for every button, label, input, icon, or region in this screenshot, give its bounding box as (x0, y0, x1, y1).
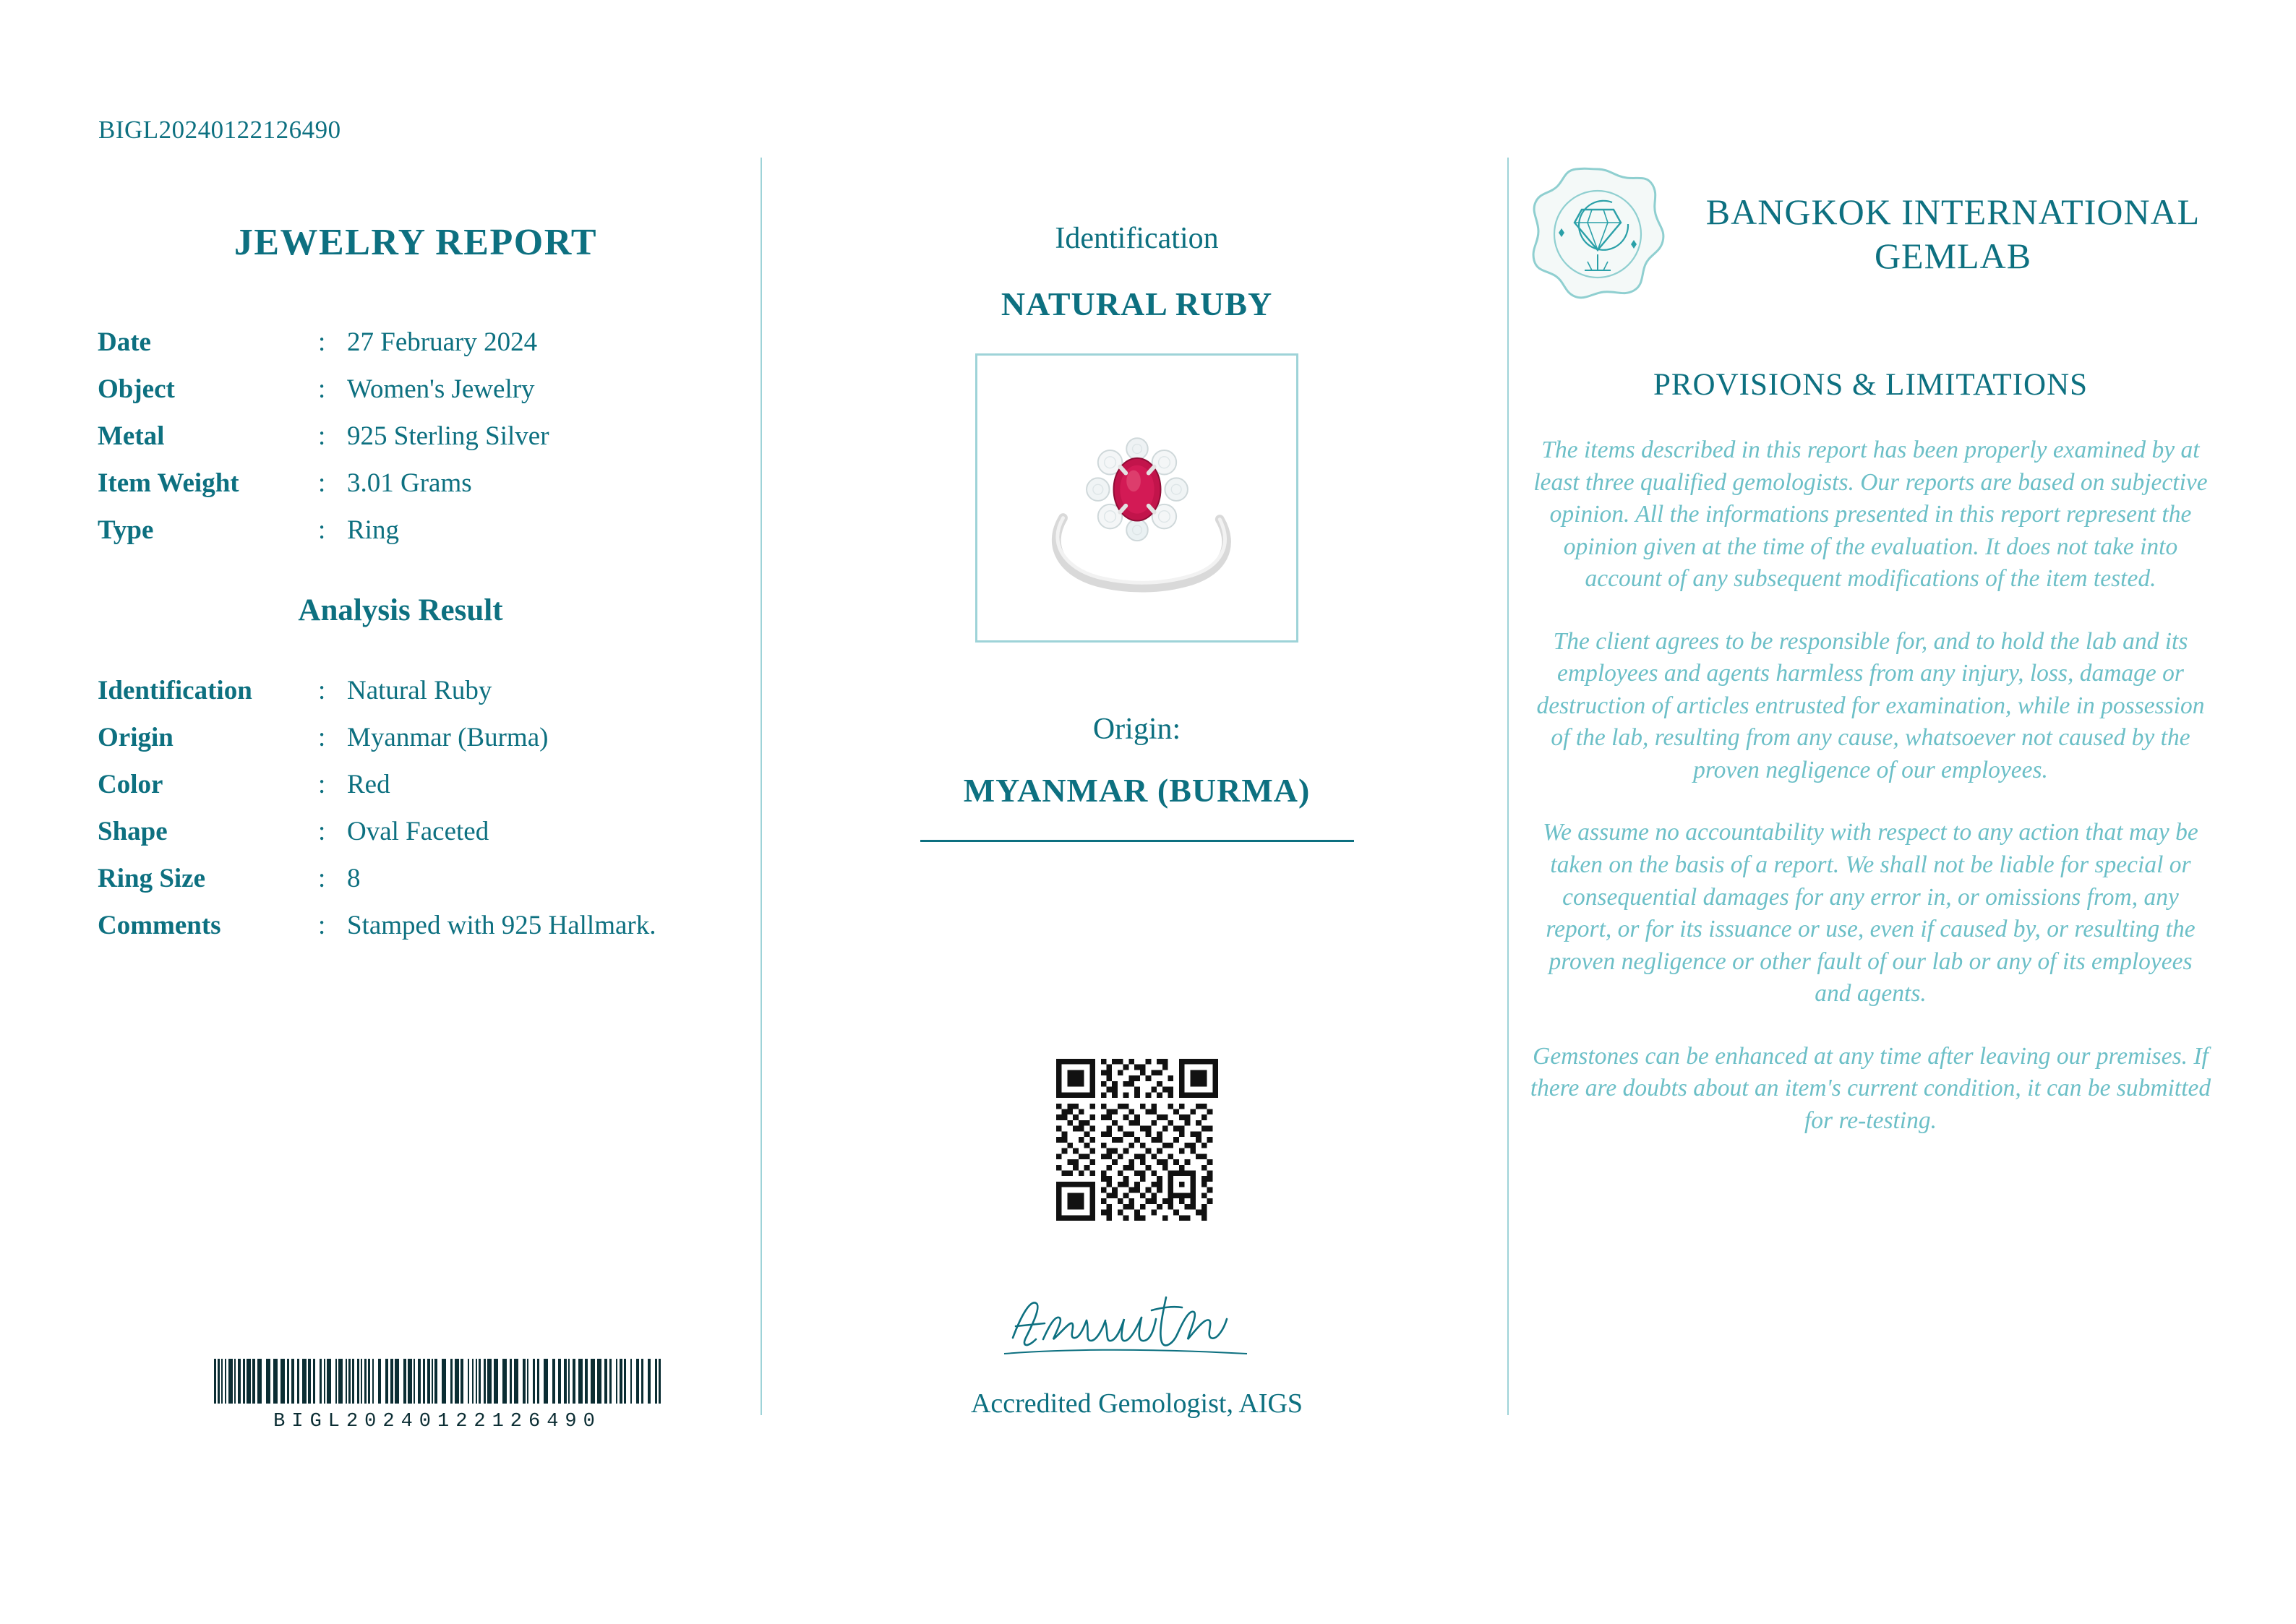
brand-header (1525, 162, 2216, 306)
barcode-block (206, 1359, 669, 1432)
gemlab-logo-icon (1525, 162, 1670, 306)
detail-key: Date (98, 327, 151, 357)
detail-colon: : (318, 515, 326, 545)
signature-block (935, 1281, 1340, 1419)
detail-value: Women's Jewelry (347, 374, 535, 404)
detail-value: 27 February 2024 (347, 327, 538, 357)
qr-code[interactable] (1056, 1059, 1218, 1221)
table-row (80, 714, 752, 761)
brand-name: BANGKOK INTERNATIONAL GEMLAB (1705, 192, 2201, 276)
analysis-colon: : (318, 911, 326, 940)
detail-value: 3.01 Grams (347, 468, 472, 498)
left-column (80, 158, 752, 949)
analysis-value: Natural Ruby (347, 676, 492, 705)
identification-value: NATURAL RUBY (1001, 285, 1273, 322)
detail-value: Ring (347, 515, 399, 545)
detail-key: Item Weight (98, 468, 239, 498)
gem-photo-frame (975, 353, 1298, 643)
detail-key: Object (98, 374, 175, 404)
table-row (80, 667, 752, 714)
detail-colon: : (318, 421, 326, 451)
page-title: JEWELRY REPORT (234, 222, 598, 263)
analysis-key: Comments (98, 911, 221, 940)
analysis-colon: : (318, 676, 326, 705)
right-column (1525, 158, 2216, 1137)
provisions-paragraph: We assume no accountability with respect to any action that may be taken on the basis of a report. We shall not be liable for special or consequential damages for any error in, or omissions from, any report, or for its issuance or use, even if caused by, or resulting the proven negligence or other fault of our lab or any of its employees and agents. (1543, 819, 2198, 1008)
column-divider-right (1507, 158, 1509, 1415)
qr-code-image (1056, 1059, 1218, 1221)
barcode-image (206, 1359, 669, 1404)
analysis-colon: : (318, 864, 326, 893)
analysis-value: Stamped with 925 Hallmark. (347, 911, 656, 940)
signature-image (935, 1281, 1340, 1368)
analysis-key: Ring Size (98, 864, 206, 893)
table-row (80, 902, 752, 949)
analysis-value: Red (347, 770, 390, 799)
origin-label: Origin: (1092, 713, 1181, 746)
table-row (80, 413, 752, 460)
table-row (80, 761, 752, 808)
table-row (80, 460, 752, 507)
detail-colon: : (318, 468, 326, 498)
analysis-result-table (80, 667, 752, 949)
barcode-text: BIGL20240122126490 (273, 1411, 601, 1432)
detail-colon: : (318, 327, 326, 357)
analysis-colon: : (318, 817, 326, 846)
origin-value: MYANMAR (BURMA) (963, 772, 1311, 809)
analysis-key: Shape (98, 817, 168, 846)
detail-key: Metal (98, 421, 165, 451)
detail-value: 925 Sterling Silver (347, 421, 549, 451)
analysis-value: Myanmar (Burma) (347, 723, 549, 752)
identification-label: Identification (1055, 222, 1219, 255)
table-row (80, 855, 752, 902)
analysis-key: Identification (98, 676, 252, 705)
table-row (80, 366, 752, 413)
origin-rule (920, 840, 1354, 842)
report-number: BIGL20240122126490 (98, 116, 341, 144)
analysis-colon: : (318, 723, 326, 752)
analysis-result-title: Analysis Result (298, 593, 503, 627)
column-divider-left (761, 158, 762, 1415)
analysis-key: Color (98, 770, 163, 799)
provisions-paragraph: Gemstones can be enhanced at any time after leaving our premises. If there are doubts about an item's current condition, it can be submitted for re-testing. (1530, 1042, 2211, 1134)
table-row (80, 507, 752, 554)
analysis-value: Oval Faceted (347, 817, 489, 846)
analysis-key: Origin (98, 723, 174, 752)
item-details-table (80, 319, 752, 554)
detail-colon: : (318, 374, 326, 404)
table-row (80, 808, 752, 855)
provisions-paragraph: The items described in this report has been properly examined by at least three qualified gemologists. Our reports are based on subjective opinion. All the informations presented in this report represent the opinion given at the time of the evaluation. It does not take into account of any subsequent modifications of the item tested. (1533, 437, 2208, 593)
provisions-title: PROVISIONS & LIMITATIONS (1653, 368, 2089, 402)
analysis-value: 8 (347, 864, 361, 893)
table-row (80, 319, 752, 366)
ring-photo (977, 356, 1296, 640)
middle-column (781, 158, 1493, 1419)
provisions-paragraph: The client agrees to be responsible for, and to hold the lab and its employees and agents harmless from any injury, loss, damage or destruction of articles entrusted for examination, while in possession of the lab, resulting from any cause, whatsoever not caused by the proven negligence of our employees. (1536, 627, 2205, 783)
signature-caption: Accredited Gemologist, AIGS (970, 1388, 1303, 1419)
analysis-colon: : (318, 770, 326, 799)
detail-key: Type (98, 515, 154, 545)
